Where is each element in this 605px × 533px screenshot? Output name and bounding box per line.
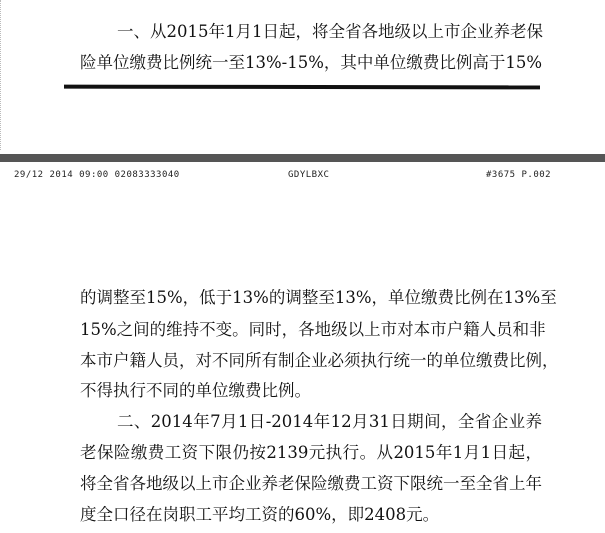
fax-page-ref: #3675 P.002: [486, 170, 552, 180]
fax-datetime: 29/12 2014 09:00 02083333040: [14, 170, 180, 180]
paragraph-2-line-2: 老保险缴费工资下限仍按2139元执行。从2015年1月1日起，: [80, 443, 542, 462]
paragraph-1-line-4: 15%之间的维持不变。同时，各地级以上市对本市户籍人员和非: [80, 320, 546, 339]
page-break-band: [0, 154, 605, 162]
paragraph-1-line-1: 一、从2015年1月1日起，将全省各地级以上市企业养老保: [117, 22, 543, 41]
paragraph-2-line-4: 度全口径在岗职工平均工资的60%，即2408元。: [80, 505, 440, 524]
divider-rule: [64, 85, 540, 90]
fax-sender-id: GDYLBXC: [288, 170, 330, 180]
paragraph-2-line-1: 二、2014年7月1日-2014年12月31日期间，全省企业养: [117, 412, 542, 431]
paragraph-2-line-3: 将全省各地级以上市企业养老保险缴费工资下限统一至全省上年: [80, 474, 542, 493]
paragraph-1-line-5: 本市户籍人员，对不同所有制企业必须执行统一的单位缴费比例，: [80, 351, 559, 370]
paragraph-1-line-6: 不得执行不同的单位缴费比例。: [80, 381, 311, 400]
paragraph-1-line-2: 险单位缴费比例统一至13%-15%，其中单位缴费比例高于15%: [80, 53, 543, 72]
paragraph-1-line-3: 的调整至15%，低于13%的调整至13%，单位缴费比例在13%至: [80, 288, 557, 307]
scan-edge: [0, 0, 3, 150]
